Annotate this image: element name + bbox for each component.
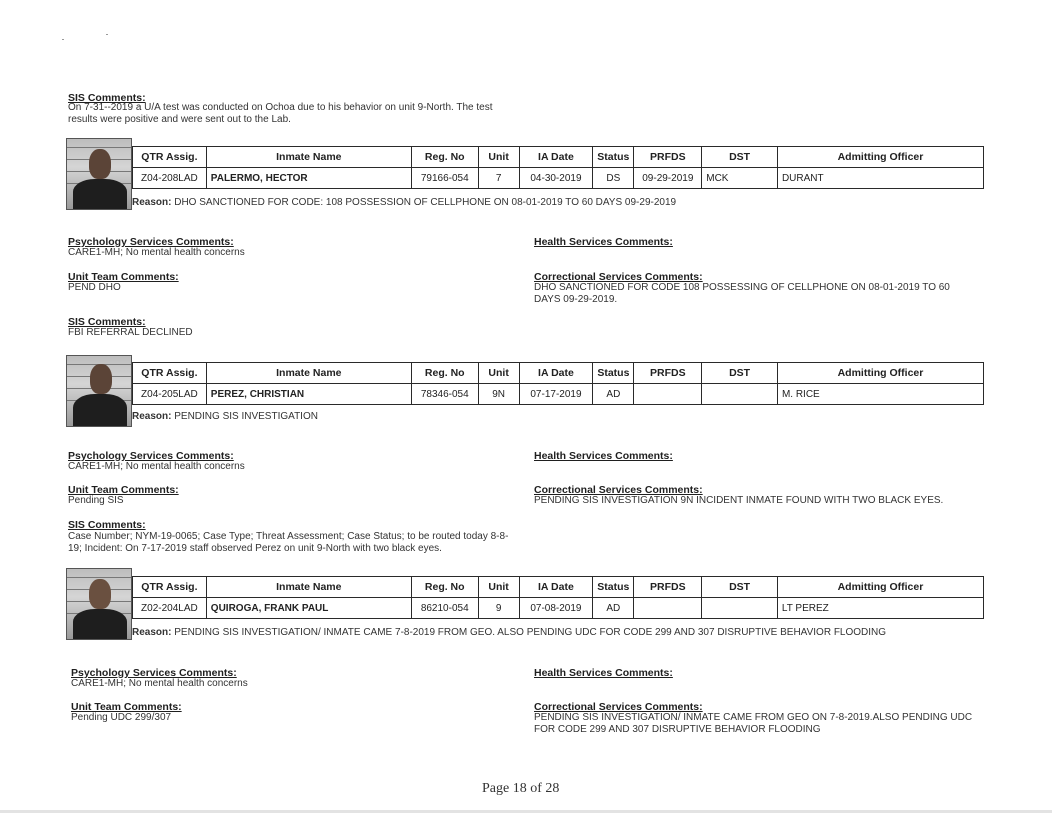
scan-speck (106, 34, 108, 35)
table-header-row (133, 577, 984, 598)
table-row (133, 384, 984, 405)
inmate-photo (66, 355, 132, 427)
ia-date-cell: 07-08-2019 (519, 598, 593, 619)
psych-text: CARE1-MH; No mental health concerns (68, 247, 245, 258)
dst-cell (702, 598, 778, 619)
unit-cell: 9N (478, 384, 519, 405)
column-header: Admitting Officer (777, 147, 983, 168)
sis-text: Case Number; NYM-19-0065; Case Type; Threat Assessment; Case Status; to be routed today 8-8-19; Incident: On 7-17-2019 staff observed Perez on unit 9-North with two black eyes. (68, 531, 509, 554)
column-header: Reg. No (411, 363, 478, 384)
unit-team-heading: Unit Team Comments: (68, 484, 179, 496)
column-header: DST (702, 577, 778, 598)
column-header: Status (593, 363, 634, 384)
status-cell: DS (593, 168, 634, 189)
column-header: QTR Assig. (133, 363, 207, 384)
column-header: Inmate Name (206, 577, 411, 598)
column-header: PRFDS (634, 577, 702, 598)
unit-team-heading: Unit Team Comments: (71, 701, 182, 713)
table-header-row (133, 363, 984, 384)
inmate-name-cell: QUIROGA, FRANK PAUL (206, 598, 411, 619)
inmate-record-table (132, 362, 984, 405)
table-header-row (133, 147, 984, 168)
column-header: DST (702, 147, 778, 168)
status-cell: AD (593, 598, 634, 619)
unit-team-text: Pending SIS (68, 495, 124, 506)
column-header: Status (593, 147, 634, 168)
psych-text: CARE1-MH; No mental health concerns (68, 461, 245, 472)
column-header: IA Date (519, 147, 593, 168)
correctional-text: DHO SANCTIONED FOR CODE 108 POSSESSING OF CELLPHONE ON 08-01-2019 TO 60 DAYS 09-29-2019. (534, 282, 950, 305)
column-header: PRFDS (634, 363, 702, 384)
scan-speck (62, 39, 64, 40)
column-header: Unit (478, 363, 519, 384)
correctional-heading: Correctional Services Comments: (534, 701, 703, 713)
reg-no-cell: 78346-054 (411, 384, 478, 405)
column-header: Reg. No (411, 577, 478, 598)
column-header: QTR Assig. (133, 147, 207, 168)
sis-text: FBI REFERRAL DECLINED (68, 327, 193, 338)
reg-no-cell: 79166-054 (411, 168, 478, 189)
inmate-photo (66, 568, 132, 640)
column-header: IA Date (519, 363, 593, 384)
reason-label: Reason: (132, 197, 172, 208)
health-heading: Health Services Comments: (534, 236, 673, 248)
prfds-cell (634, 384, 702, 405)
column-header: Inmate Name (206, 363, 411, 384)
column-header: Status (593, 577, 634, 598)
ia-date-cell: 04-30-2019 (519, 168, 593, 189)
qtr-cell: Z02-204LAD (133, 598, 207, 619)
column-header: Admitting Officer (777, 363, 983, 384)
column-header: DST (702, 363, 778, 384)
unit-cell: 9 (478, 598, 519, 619)
table-row (133, 598, 984, 619)
column-header: PRFDS (634, 147, 702, 168)
psych-heading: Psychology Services Comments: (68, 450, 234, 462)
inmate-name-cell: PEREZ, CHRISTIAN (206, 384, 411, 405)
column-header: Inmate Name (206, 147, 411, 168)
column-header: Unit (478, 147, 519, 168)
inmate-record-table (132, 146, 984, 189)
correctional-text: PENDING SIS INVESTIGATION 9N INCIDENT INMATE FOUND WITH TWO BLACK EYES. (534, 495, 944, 506)
unit-team-heading: Unit Team Comments: (68, 271, 179, 283)
top-sis-heading: SIS Comments: (68, 92, 146, 104)
reason-line (132, 197, 676, 208)
officer-cell: M. RICE (777, 384, 983, 405)
qtr-cell: Z04-208LAD (133, 168, 207, 189)
officer-cell: DURANT (777, 168, 983, 189)
reason-line (132, 627, 886, 638)
qtr-cell: Z04-205LAD (133, 384, 207, 405)
status-cell: AD (593, 384, 634, 405)
unit-team-text: Pending UDC 299/307 (71, 712, 172, 723)
health-heading: Health Services Comments: (534, 667, 673, 679)
correctional-heading: Correctional Services Comments: (534, 484, 703, 496)
column-header: Admitting Officer (777, 577, 983, 598)
reason-text: PENDING SIS INVESTIGATION (174, 411, 318, 422)
prfds-cell: 09-29-2019 (634, 168, 702, 189)
column-header: QTR Assig. (133, 577, 207, 598)
column-header: Unit (478, 577, 519, 598)
officer-cell: LT PEREZ (777, 598, 983, 619)
health-heading: Health Services Comments: (534, 450, 673, 462)
page-number: Page 18 of 28 (482, 781, 560, 796)
reg-no-cell: 86210-054 (411, 598, 478, 619)
sis-heading: SIS Comments: (68, 316, 146, 328)
unit-cell: 7 (478, 168, 519, 189)
psych-heading: Psychology Services Comments: (68, 236, 234, 248)
psych-text: CARE1-MH; No mental health concerns (71, 678, 248, 689)
correctional-text: PENDING SIS INVESTIGATION/ INMATE CAME FROM GEO ON 7-8-2019.ALSO PENDING UDC FOR CODE 299 AND 307 DISRUPTIVE BEHAVIOR FLOODING (534, 712, 973, 735)
reason-text: DHO SANCTIONED FOR CODE: 108 POSSESSION OF CELLPHONE ON 08-01-2019 TO 60 DAYS 09-29-2019 (174, 197, 677, 208)
top-sis-text: On 7-31--2019 a U/A test was conducted on Ochoa due to his behavior on unit 9-North. The test results were positive and were sent out to the Lab. (68, 102, 493, 125)
inmate-photo (66, 138, 132, 210)
reason-label: Reason: (132, 627, 172, 638)
psych-heading: Psychology Services Comments: (71, 667, 237, 679)
inmate-record-table (132, 576, 984, 619)
table-row (133, 168, 984, 189)
unit-team-text: PEND DHO (68, 282, 121, 293)
dst-cell (702, 384, 778, 405)
dst-cell: MCK (702, 168, 778, 189)
sis-heading: SIS Comments: (68, 519, 146, 531)
reason-label: Reason: (132, 411, 172, 422)
correctional-heading: Correctional Services Comments: (534, 271, 703, 283)
prfds-cell (634, 598, 702, 619)
reason-text: PENDING SIS INVESTIGATION/ INMATE CAME 7-8-2019 FROM GEO. ALSO PENDING UDC FOR CODE 299 AND 307 DISRUPTIVE BEHAVIOR FLOODING (174, 627, 887, 638)
inmate-name-cell: PALERMO, HECTOR (206, 168, 411, 189)
reason-line (132, 411, 318, 422)
column-header: Reg. No (411, 147, 478, 168)
ia-date-cell: 07-17-2019 (519, 384, 593, 405)
column-header: IA Date (519, 577, 593, 598)
